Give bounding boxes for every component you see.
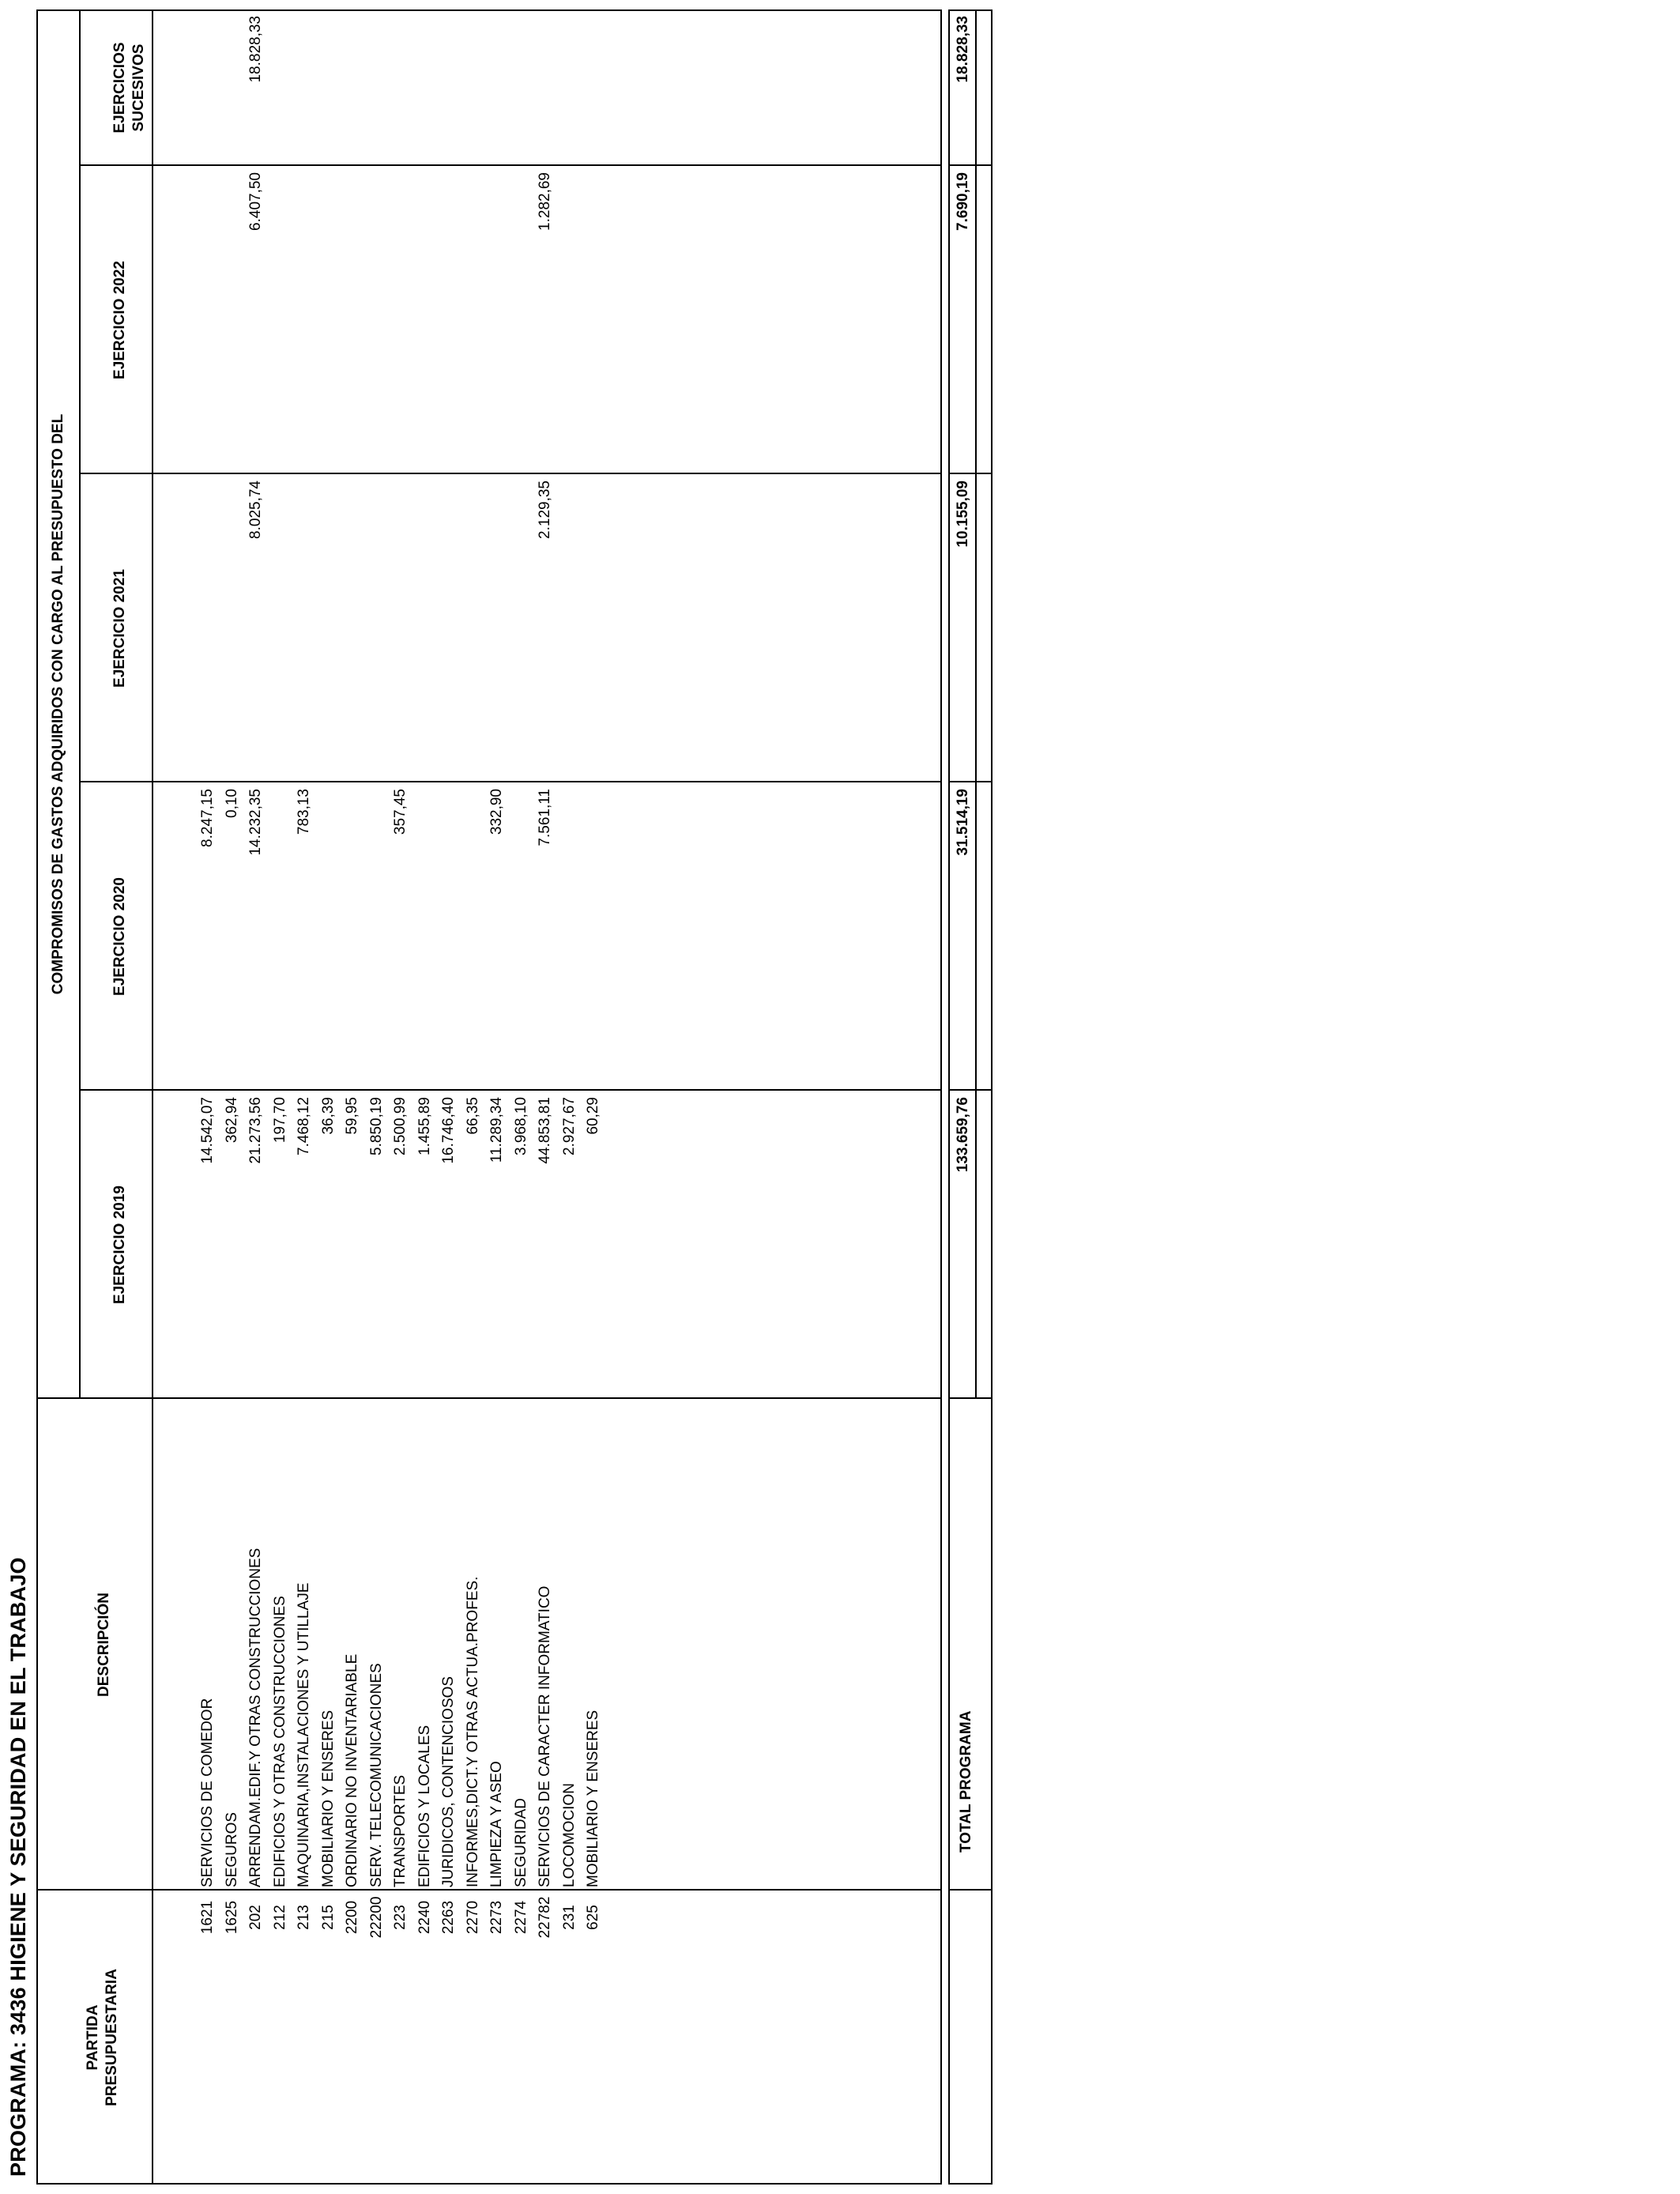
total-2022: 7.690,19 xyxy=(955,172,971,231)
partida-cell: 2263 xyxy=(440,1900,457,1935)
amount-cell-e2020: 0,10 xyxy=(224,789,240,818)
partida-cell: 212 xyxy=(272,1905,288,1930)
partida-header-line2: PRESUPUESTARIA xyxy=(104,1969,120,2106)
descripcion-cell: EDIFICIOS Y LOCALES xyxy=(416,1725,433,1887)
total-2020: 31.514,19 xyxy=(955,789,971,856)
descripcion-cell: TRANSPORTES xyxy=(392,1774,409,1887)
total-divider xyxy=(948,164,993,166)
amount-cell-e2019: 60,29 xyxy=(585,1097,601,1135)
amount-cell-e2019: 362,94 xyxy=(224,1097,240,1144)
partida-cell: 213 xyxy=(296,1905,312,1930)
descripcion-cell: SERV. TELECOMUNICACIONES xyxy=(368,1663,385,1887)
amount-cell-e2019: 44.853,81 xyxy=(537,1097,553,1164)
header-rule xyxy=(152,9,153,2185)
descripcion-header: DESCRIPCIÓN xyxy=(96,1593,112,1697)
col-divider xyxy=(79,164,942,166)
amount-cell-e2020: 357,45 xyxy=(392,789,409,835)
group-header-rule xyxy=(79,9,81,1399)
partida-cell: 215 xyxy=(320,1905,337,1930)
amount-cell-e2019: 16.746,40 xyxy=(440,1097,457,1164)
descripcion-cell: EDIFICIOS Y OTRAS CONSTRUCCIONES xyxy=(272,1596,288,1887)
col-sucesivos-header: EJERCICIOS SUCESIVOS xyxy=(111,42,147,134)
col-2021-header: EJERCICIO 2021 xyxy=(111,569,128,688)
partida-cell: 2200 xyxy=(344,1900,360,1935)
amount-cell-e2020: 332,90 xyxy=(488,789,505,835)
total-divider xyxy=(948,781,993,782)
amount-cell-e2019: 36,39 xyxy=(320,1097,337,1135)
col-2022-header: EJERCICIO 2022 xyxy=(111,261,128,379)
page-title: PROGRAMA: 3436 HIGIENE Y SEGURIDAD EN EL TRABAJO xyxy=(6,1557,30,2177)
partida-cell: 231 xyxy=(561,1905,578,1930)
partida-cell: 2274 xyxy=(513,1900,529,1935)
col-divider xyxy=(79,1089,942,1091)
partida-cell: 22782 xyxy=(537,1896,553,1939)
partida-cell: 1621 xyxy=(199,1900,216,1935)
descripcion-cell: SERVICIOS DE COMEDOR xyxy=(199,1698,216,1887)
group-header: COMPROMISOS DE GASTOS ADQUIRIDOS CON CARGO AL PRESUPUESTO DEL xyxy=(50,413,66,995)
partida-cell: 223 xyxy=(392,1905,409,1930)
descripcion-cell: MOBILIARIO Y ENSERES xyxy=(320,1710,337,1887)
col-divider xyxy=(79,473,942,474)
col-2020-header: EJERCICIO 2020 xyxy=(111,877,128,996)
amount-cell-e2019: 21.273,56 xyxy=(247,1097,264,1164)
amount-cell-e2019: 66,35 xyxy=(465,1097,481,1135)
amount-cell-e2019: 14.542,07 xyxy=(199,1097,216,1164)
amount-cell-e2019: 1.455,89 xyxy=(416,1097,433,1155)
amount-cell-e2022: 6.407,50 xyxy=(247,172,264,231)
total-2021: 10.155,09 xyxy=(955,481,971,548)
amount-cell-e2019: 197,70 xyxy=(272,1097,288,1144)
total-label: TOTAL PROGRAMA xyxy=(958,1710,974,1853)
descripcion-cell: ORDINARIO NO INVENTARIABLE xyxy=(344,1653,360,1887)
descripcion-cell: MOBILIARIO Y ENSERES xyxy=(585,1710,601,1887)
amount-cell-e2019: 59,95 xyxy=(344,1097,360,1135)
col-divider xyxy=(79,781,942,782)
amount-cell-e2020: 783,13 xyxy=(296,789,312,835)
total-sucesivos: 18.828,33 xyxy=(955,16,971,83)
partida-cell: 625 xyxy=(585,1905,601,1930)
amount-cell-e2020: 8.247,15 xyxy=(199,789,216,847)
descripcion-cell: JURIDICOS, CONTENCIOSOS xyxy=(440,1676,457,1887)
amount-cell-e2019: 2.500,99 xyxy=(392,1097,409,1155)
amount-cell-e2019: 7.468,12 xyxy=(296,1097,312,1155)
descripcion-cell: MAQUINARIA,INSTALACIONES Y UTILLAJE xyxy=(296,1582,312,1887)
partida-cell: 202 xyxy=(247,1905,264,1930)
col-2019-header: EJERCICIO 2019 xyxy=(111,1186,128,1304)
descripcion-cell: LIMPIEZA Y ASEO xyxy=(488,1761,505,1887)
partida-cell: 2273 xyxy=(488,1900,505,1935)
amount-cell-e2020: 14.232,35 xyxy=(247,789,264,856)
descripcion-cell: ARRENDAM.EDIF.Y OTRAS CONSTRUCCIONES xyxy=(247,1547,264,1887)
descripcion-cell: SERVICIOS DE CARACTER INFORMATICO xyxy=(537,1585,553,1887)
partida-cell: 22200 xyxy=(368,1896,385,1939)
amount-cell-e2021: 8.025,74 xyxy=(247,481,264,539)
total-divider xyxy=(948,473,993,474)
amount-cell-e2019: 11.289,34 xyxy=(488,1097,505,1163)
partida-header-line1: PARTIDA xyxy=(85,2004,101,2071)
partida-header xyxy=(84,1891,122,2185)
amount-cell-e2022: 1.282,69 xyxy=(537,172,553,231)
amount-cell-sucesivos: 18.828,33 xyxy=(247,16,264,83)
amount-cell-e2021: 2.129,35 xyxy=(537,481,553,539)
total-divider xyxy=(948,1397,993,1399)
descripcion-cell: INFORMES,DICT.Y OTRAS ACTUA.PROFES. xyxy=(465,1576,481,1887)
total-divider xyxy=(948,1889,993,1891)
descripcion-cell: LOCOMOCION xyxy=(561,1783,578,1887)
col-divider xyxy=(36,1397,942,1399)
partida-cell: 2270 xyxy=(465,1900,481,1935)
total-underline xyxy=(975,9,977,1399)
descripcion-cell: SEGUROS xyxy=(224,1811,240,1887)
total-divider xyxy=(948,1089,993,1091)
amount-cell-e2019: 3.968,10 xyxy=(513,1097,529,1155)
partida-cell: 2240 xyxy=(416,1900,433,1935)
total-2019: 133.659,76 xyxy=(955,1097,971,1173)
amount-cell-e2019: 5.850,19 xyxy=(368,1097,385,1155)
amount-cell-e2020: 7.561,11 xyxy=(537,789,553,846)
descripcion-cell: SEGURIDAD xyxy=(513,1798,529,1887)
amount-cell-e2019: 2.927,67 xyxy=(561,1097,578,1155)
partida-cell: 1625 xyxy=(224,1900,240,1935)
